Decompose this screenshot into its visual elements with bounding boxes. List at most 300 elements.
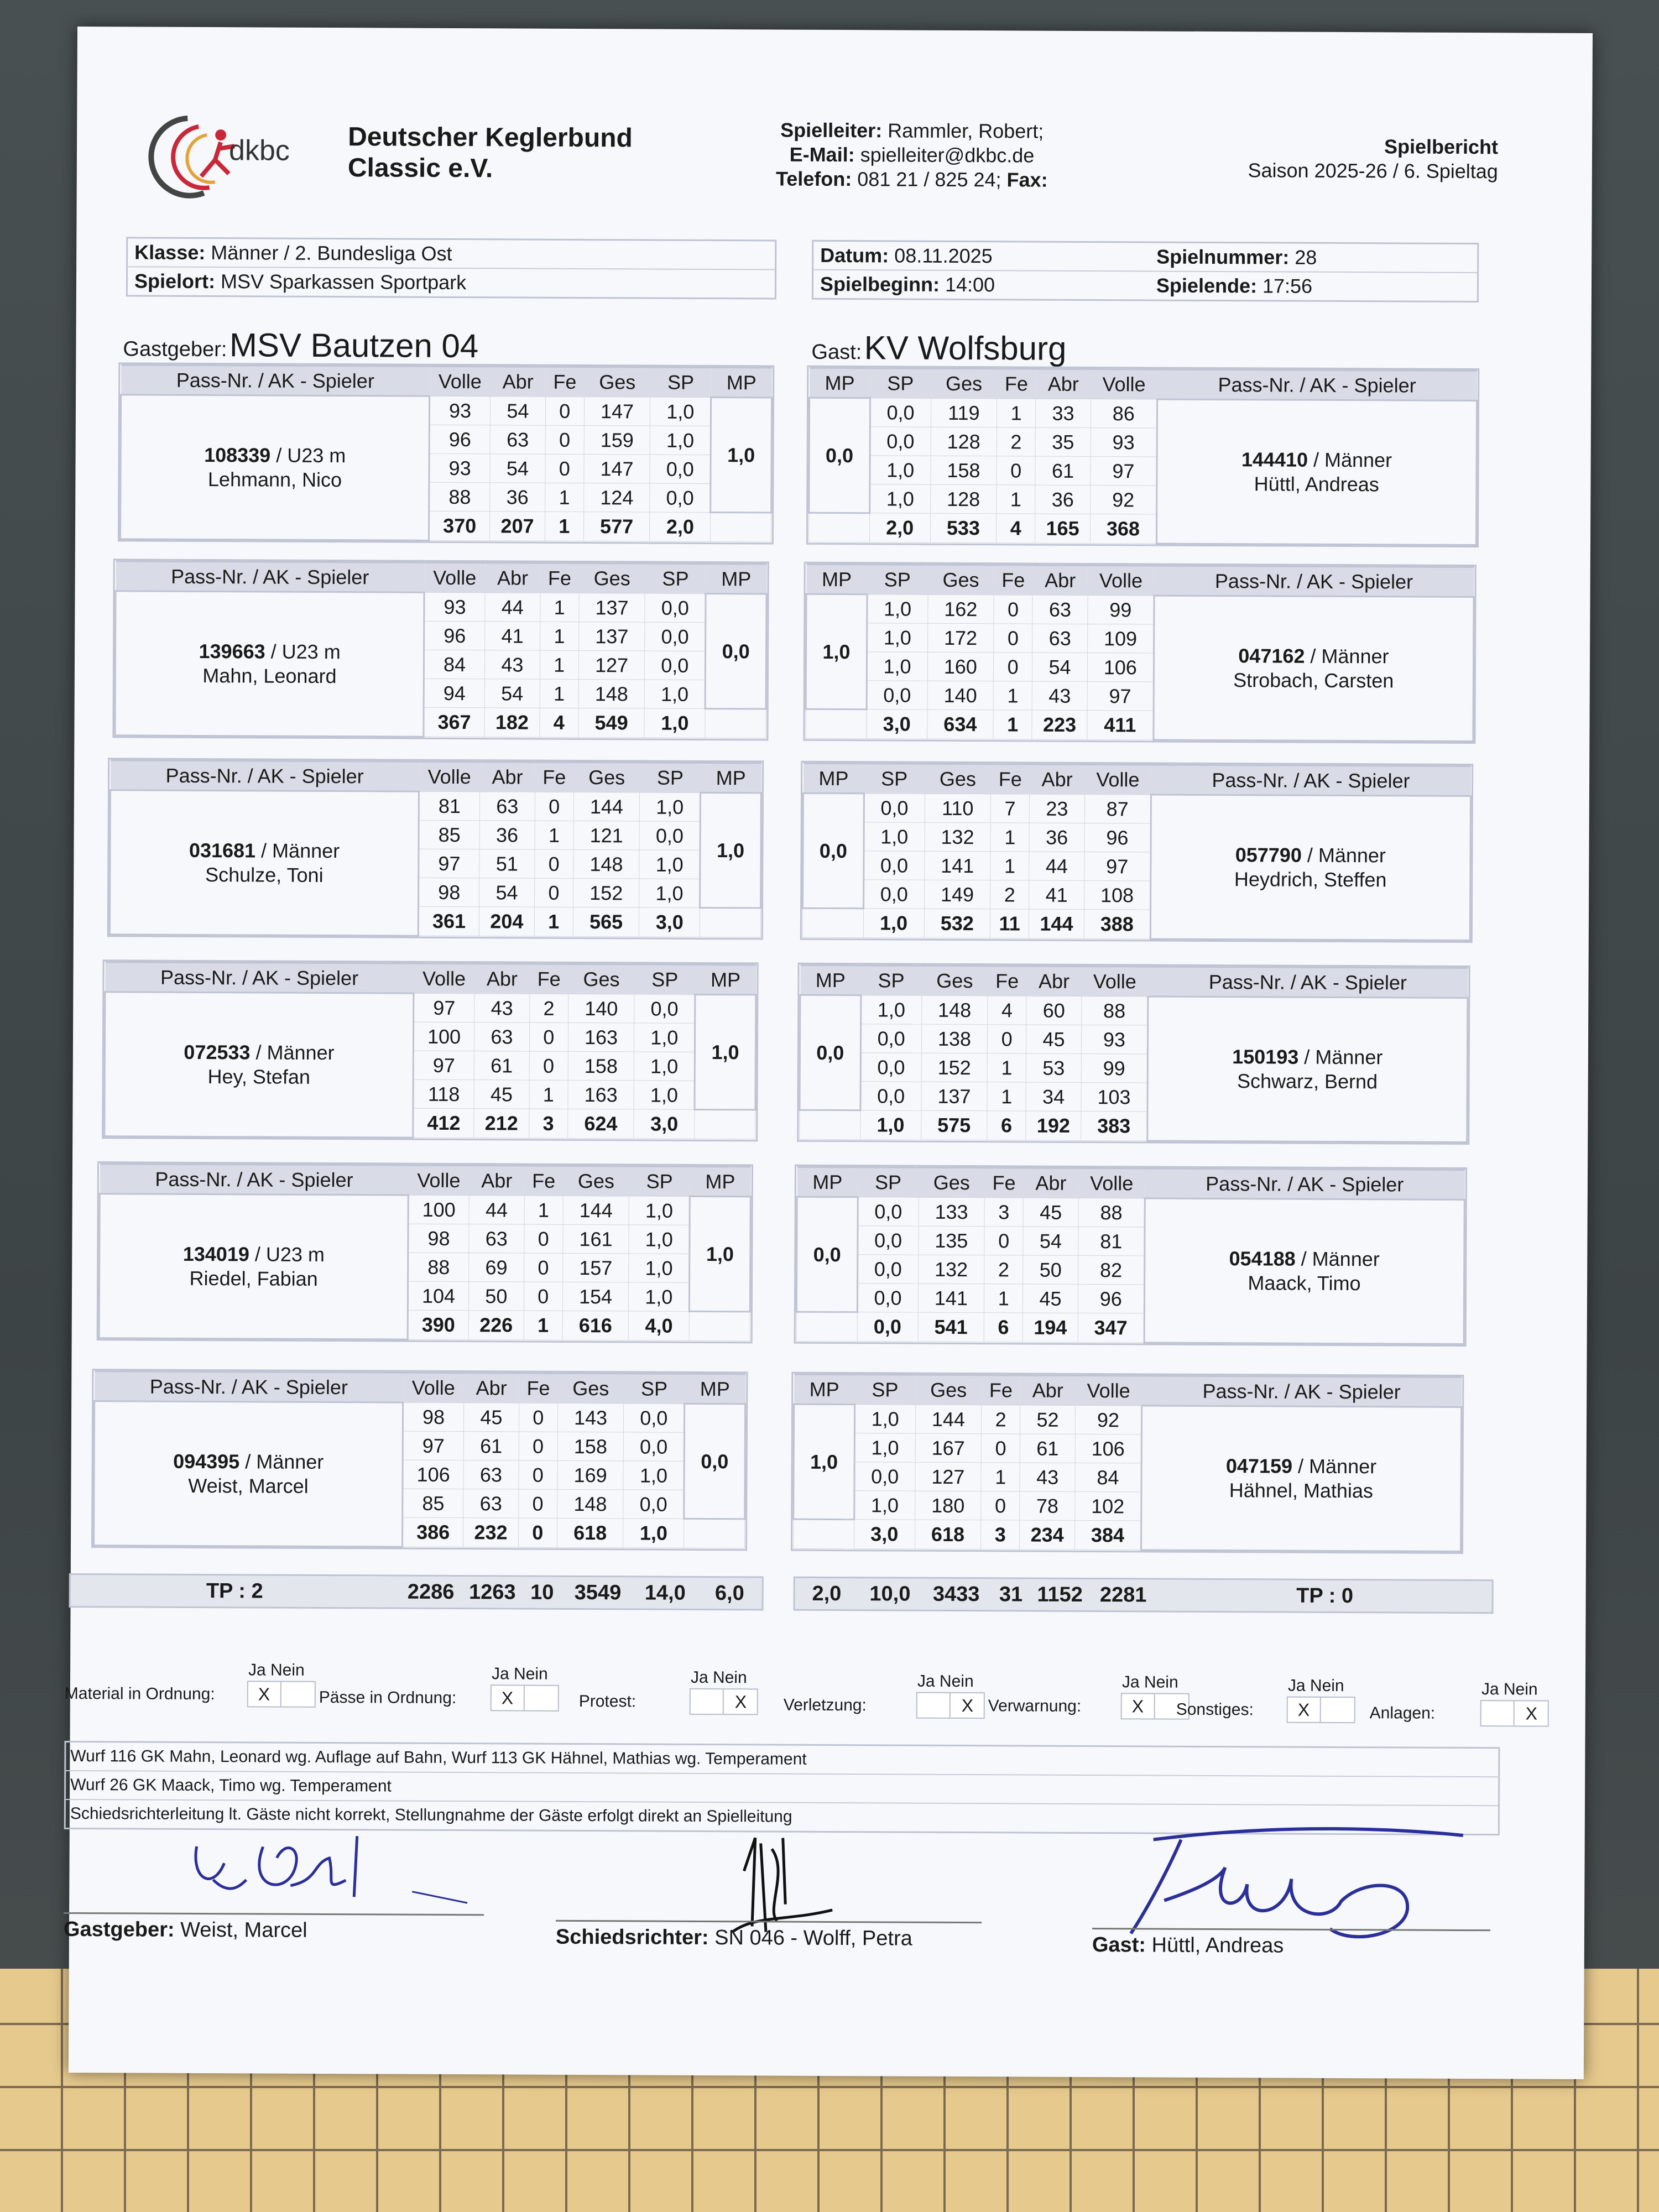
score-cell: 0,0: [854, 1462, 915, 1491]
column-header: Ges: [919, 1167, 985, 1198]
score-cell: 128: [930, 484, 997, 514]
score-cell: 4: [988, 996, 1026, 1025]
column-header: MP: [800, 965, 861, 995]
check-mark: X: [1297, 1699, 1310, 1720]
score-cell: 532: [924, 909, 990, 938]
table-header-row: [810, 368, 1477, 400]
nummer-value: 28: [1295, 246, 1317, 269]
player-name: Hüttl, Andreas: [1254, 472, 1379, 496]
score-cell: 1: [984, 1284, 1023, 1313]
score-cell: 61: [1020, 1434, 1075, 1463]
age-class: / U23 m: [249, 1243, 325, 1266]
pass-number: 108339: [204, 444, 271, 467]
score-cell: 1,0: [623, 1461, 684, 1490]
score-cell: 61: [1035, 456, 1091, 485]
score-cell: 118: [413, 1079, 474, 1108]
column-header: Abr: [491, 367, 546, 397]
table-header-row: [95, 1371, 745, 1404]
table-row: [105, 992, 756, 1024]
pass-number: 144410: [1241, 448, 1308, 471]
column-header: Abr: [1030, 764, 1085, 794]
score-cell: 159: [584, 426, 650, 455]
score-cell: 0,0: [858, 1226, 919, 1255]
player-pass: [95, 1449, 402, 1474]
check-box[interactable]: [247, 1681, 316, 1708]
age-class: / Männer: [1292, 1454, 1377, 1478]
summary-home: [71, 1575, 762, 1609]
score-cell: 1,0: [639, 879, 700, 907]
score-cell: 1: [981, 1463, 1020, 1491]
match-point-cell: 1,0: [700, 792, 761, 907]
score-cell: 1,0: [854, 1405, 915, 1433]
score-cell: 97: [1084, 852, 1151, 881]
score-cell: 63: [474, 1022, 529, 1051]
match-point-cell: 0,0: [796, 1197, 858, 1312]
guest-label: Gast:: [811, 340, 862, 364]
column-header: Fe: [519, 1373, 557, 1403]
score-cell: 81: [419, 791, 479, 820]
score-cell: 1: [997, 399, 1036, 427]
score-cell: 0,0: [645, 593, 706, 622]
score-cell: 0,0: [864, 794, 925, 822]
score-cell: 43: [1020, 1463, 1075, 1491]
score-cell: 147: [584, 455, 650, 484]
player-pass: [1157, 447, 1475, 473]
phone-label: Telefon:: [775, 167, 852, 191]
score-cell: 2: [990, 880, 1029, 909]
score-cell: 137: [579, 593, 645, 622]
score-cell: 1,0: [629, 1225, 690, 1254]
referee-signature-label: [556, 1926, 912, 1951]
age-class: / Männer: [1298, 1045, 1383, 1069]
column-header: Ges: [579, 563, 645, 593]
home-team-heading: [123, 325, 478, 365]
player-name: Hey, Stefan: [207, 1065, 311, 1088]
check-box-divider: [524, 1686, 525, 1710]
player-name: Schulze, Toni: [205, 863, 324, 886]
column-header: Abr: [485, 563, 540, 593]
score-cell: 1,0: [634, 1052, 695, 1081]
player-cell: [99, 1194, 408, 1339]
email-label: E-Mail:: [789, 143, 855, 166]
column-header: Fe: [524, 1166, 563, 1196]
score-cell: 50: [468, 1282, 524, 1311]
score-cell: 63: [1032, 595, 1088, 624]
score-cell: 1,0: [860, 995, 921, 1024]
score-cell: 138: [921, 1024, 988, 1053]
score-cell: 148: [573, 849, 640, 879]
check-box[interactable]: [1480, 1700, 1549, 1727]
player-pass: [1149, 1044, 1467, 1070]
match-point-cell: 0,0: [684, 1404, 745, 1519]
column-header: Abr: [1023, 1168, 1078, 1198]
column-header: Pass-Nr. / AK - Spieler: [1145, 1168, 1464, 1200]
check-mark: X: [961, 1695, 974, 1716]
score-cell: 1,0: [860, 1110, 921, 1140]
score-cell: 34: [1026, 1082, 1081, 1111]
summary-cell: 1152: [1037, 1583, 1083, 1606]
score-cell: 370: [429, 511, 490, 540]
score-cell: 158: [568, 1051, 634, 1081]
home-signature: [180, 1813, 468, 1936]
score-cell: 45: [1023, 1284, 1078, 1313]
score-cell: 1,0: [629, 1196, 690, 1225]
column-header: Fe: [985, 1168, 1024, 1198]
info-box-right: [812, 240, 1479, 302]
score-cell: 96: [1084, 823, 1151, 852]
score-cell: 44: [485, 593, 540, 622]
email-value: spielleiter@dkbc.de: [860, 143, 1035, 167]
score-cell: 234: [1020, 1520, 1075, 1550]
ref-sig-name: SN 046 - Wolff, Petra: [714, 1926, 912, 1950]
score-cell: 1,0: [870, 456, 931, 484]
score-cell: 0,0: [634, 994, 695, 1023]
score-cell: 144: [563, 1196, 629, 1225]
ja-nein-header: Ja Nein: [917, 1672, 974, 1691]
pass-number: 031681: [189, 838, 256, 862]
score-cell: 0: [529, 1022, 568, 1051]
score-cell: 96: [424, 621, 485, 650]
table-header-row: [800, 965, 1468, 998]
score-cell: 1: [540, 622, 578, 650]
score-cell: 2,0: [650, 512, 711, 541]
score-cell: 3,0: [639, 907, 700, 937]
score-cell: 0: [994, 624, 1032, 653]
score-cell: 384: [1074, 1520, 1141, 1550]
score-cell: 98: [403, 1402, 464, 1431]
score-cell: 0: [519, 1489, 557, 1518]
spielort-label: Spielort:: [134, 269, 216, 293]
guest-team-points: TP : 0: [1296, 1584, 1354, 1608]
column-header: MP: [803, 763, 864, 793]
score-cell: 0: [535, 849, 573, 878]
score-cell: 54: [1032, 653, 1087, 681]
check-box-divider: [1154, 1694, 1155, 1719]
check-mark: X: [1525, 1703, 1538, 1724]
score-cell: 1: [545, 512, 583, 541]
column-header: Volle: [1088, 565, 1154, 596]
score-cell: 0: [997, 456, 1035, 485]
column-header: Ges: [921, 966, 988, 996]
guest-team-name: KV Wolfsburg: [864, 329, 1067, 367]
player-pass: [1145, 1246, 1463, 1272]
score-cell: 54: [484, 679, 540, 708]
score-cell: 0: [524, 1224, 563, 1253]
score-cell: 45: [463, 1403, 519, 1432]
score-cell: 132: [925, 822, 991, 852]
column-header: Fe: [540, 563, 579, 593]
score-cell: 97: [414, 993, 474, 1022]
summary-cell: 1263: [468, 1580, 516, 1604]
score-cell: 2: [984, 1255, 1023, 1284]
column-header: Volle: [430, 366, 491, 396]
check-box-divider: [1320, 1698, 1321, 1722]
score-cell: 43: [1032, 681, 1087, 710]
player-cell: [1147, 997, 1468, 1142]
ja-nein-header: Ja Nein: [491, 1665, 548, 1683]
score-cell: 88: [408, 1253, 469, 1281]
player-name: Lehmann, Nico: [207, 468, 342, 492]
pass-number: 139663: [199, 639, 265, 663]
score-cell: 634: [927, 709, 993, 739]
player-cell: [1156, 399, 1477, 545]
player-name: Riedel, Fabian: [189, 1266, 318, 1290]
score-cell: 124: [583, 483, 650, 513]
column-header: MP: [701, 763, 761, 792]
guest-signature-label: [1092, 1933, 1284, 1958]
score-cell: 0: [519, 1403, 557, 1432]
score-cell: 1,0: [634, 1023, 695, 1052]
score-cell: 0: [994, 595, 1032, 624]
score-cell: 50: [1023, 1255, 1078, 1284]
score-cell: 0,0: [645, 622, 706, 651]
player-pass: [106, 1040, 413, 1065]
score-cell: 140: [568, 994, 634, 1023]
column-header: Volle: [408, 1165, 469, 1195]
score-cell: 0: [518, 1518, 557, 1547]
info-box-left: [126, 237, 776, 299]
check-box[interactable]: [1287, 1697, 1355, 1724]
match-point-cell: 1,0: [695, 994, 756, 1109]
score-cell: 3: [984, 1198, 1023, 1227]
score-cell: 96: [1078, 1284, 1144, 1313]
match-point-cell: 0,0: [803, 793, 864, 908]
score-cell: 98: [419, 878, 479, 906]
check-label: Verletzung:: [783, 1695, 867, 1715]
score-cell: 82: [1078, 1255, 1145, 1285]
table-header-row: [806, 564, 1474, 597]
score-cell: 180: [915, 1491, 981, 1520]
table-row: [116, 591, 766, 623]
score-cell: 85: [403, 1489, 463, 1517]
score-cell: 1,0: [629, 1254, 690, 1282]
score-cell: 386: [403, 1517, 463, 1547]
pass-number: 072533: [184, 1040, 251, 1064]
score-cell: 162: [927, 594, 994, 624]
score-cell: 565: [573, 907, 639, 937]
empty-cell: [800, 1110, 860, 1139]
score-cell: 1: [529, 1080, 568, 1109]
remark-line: Schiedsrichterleitung lt. Gäste nicht korrekt, Stellungnahme der Gäste erfolgt direkt an Spielleitung: [66, 1799, 1498, 1834]
beginn-value: 14:00: [945, 273, 995, 296]
summary-cell: 6,0: [714, 1581, 744, 1605]
score-cell: 1: [993, 710, 1032, 739]
score-cell: 1: [545, 483, 584, 512]
guest-player-table: [796, 1166, 1465, 1345]
remark-line: Wurf 26 GK Maack, Timo wg. Temperament: [66, 1770, 1498, 1805]
table-row: [100, 1194, 750, 1225]
ja-nein-header: Ja Nein: [248, 1661, 305, 1679]
player-cell: [94, 1401, 403, 1547]
column-header: Volle: [414, 963, 474, 993]
player-cell: [115, 591, 424, 737]
ja-nein-header: Ja Nein: [1481, 1680, 1538, 1699]
score-cell: 0,0: [624, 1404, 685, 1432]
column-header: Pass-Nr. / AK - Spieler: [105, 962, 414, 993]
score-cell: 1,0: [650, 397, 711, 426]
score-cell: 0,0: [650, 483, 711, 512]
player-name: Heydrich, Steffen: [1234, 868, 1387, 891]
score-cell: 383: [1081, 1111, 1147, 1141]
column-header: SP: [640, 763, 701, 792]
guest-sig-name: Hüttl, Andreas: [1151, 1933, 1284, 1958]
table-row: [797, 1197, 1464, 1228]
column-header: MP: [685, 1374, 745, 1404]
score-cell: 0,0: [623, 1490, 684, 1519]
leiter-label: Spielleiter:: [780, 118, 883, 142]
column-header: SP: [650, 367, 711, 397]
column-header: Pass-Nr. / AK - Spieler: [1148, 967, 1468, 998]
score-cell: 1,0: [650, 426, 711, 455]
match-point-cell: 1,0: [806, 594, 867, 709]
table-header-row: [803, 763, 1470, 796]
score-cell: 92: [1091, 486, 1157, 515]
column-header: SP: [624, 1374, 685, 1404]
score-cell: 108: [1084, 880, 1151, 910]
score-cell: 163: [568, 1080, 634, 1109]
score-cell: 0,0: [857, 1312, 918, 1342]
score-cell: 0: [545, 454, 584, 483]
score-cell: 36: [490, 483, 545, 512]
score-cell: 44: [469, 1196, 524, 1224]
table-header-row: [100, 1164, 750, 1197]
score-cell: 163: [568, 1022, 634, 1052]
summary-cell: 14,0: [644, 1581, 686, 1605]
score-cell: 182: [484, 708, 540, 737]
score-cell: 1: [997, 485, 1035, 514]
summary-cell: 2286: [407, 1580, 455, 1604]
score-cell: 0,0: [858, 1197, 919, 1226]
score-cell: 99: [1081, 1053, 1147, 1083]
score-cell: 78: [1020, 1491, 1075, 1520]
score-cell: 61: [474, 1051, 529, 1080]
age-class: / Männer: [239, 1450, 324, 1473]
age-class: / Männer: [1307, 448, 1392, 472]
score-cell: 1,0: [629, 1282, 690, 1311]
score-cell: 0: [545, 397, 584, 425]
score-cell: 2: [529, 994, 568, 1022]
summary-cell: 2,0: [812, 1582, 842, 1605]
score-cell: 6: [984, 1313, 1022, 1342]
score-cell: 618: [557, 1518, 623, 1548]
column-header: Ges: [928, 565, 994, 595]
summary-cell: 3433: [932, 1582, 980, 1606]
column-header: Pass-Nr. / AK - Spieler: [1151, 765, 1470, 796]
score-cell: 100: [408, 1195, 469, 1224]
pass-number: 094395: [173, 1449, 240, 1473]
score-cell: 0: [529, 1051, 568, 1080]
guest-player-table: [802, 763, 1472, 941]
column-header: SP: [870, 368, 931, 398]
column-header: Volle: [419, 761, 480, 791]
summary-cell: 10: [530, 1580, 554, 1604]
age-class: / Männer: [1301, 843, 1386, 867]
score-cell: 232: [463, 1518, 518, 1547]
score-cell: 388: [1084, 909, 1150, 939]
score-cell: 1,0: [867, 652, 927, 681]
score-cell: 11: [990, 909, 1029, 938]
table-row: [110, 790, 761, 822]
score-cell: 103: [1081, 1082, 1147, 1112]
player-pass: [1142, 1453, 1460, 1479]
age-class: / Männer: [255, 839, 340, 863]
score-cell: 147: [584, 397, 650, 426]
age-class: / U23 m: [270, 444, 346, 467]
column-header: Volle: [424, 562, 485, 592]
summary-cell: 31: [999, 1582, 1023, 1606]
check-mark: X: [501, 1688, 514, 1708]
score-cell: 33: [1036, 399, 1091, 427]
score-cell: 41: [1029, 880, 1084, 909]
player-cell: [1150, 795, 1470, 941]
player-cell: [105, 992, 414, 1138]
check-box[interactable]: [690, 1688, 758, 1715]
table-row: [800, 995, 1468, 1026]
column-header: Volle: [1091, 369, 1157, 400]
score-cell: 106: [1075, 1434, 1141, 1463]
score-cell: 0: [524, 1282, 562, 1311]
score-cell: 1: [990, 823, 1029, 852]
score-cell: 0,0: [650, 455, 711, 483]
home-player-table: [109, 759, 762, 938]
column-header: Volle: [1078, 1168, 1145, 1198]
player-name: Schwarz, Bernd: [1237, 1070, 1378, 1093]
column-header: Fe: [991, 764, 1030, 794]
column-header: Volle: [1076, 1375, 1142, 1406]
score-cell: 127: [578, 650, 645, 680]
score-cell: 137: [578, 622, 645, 651]
datum-value: 08.11.2025: [894, 244, 993, 268]
player-pass: [1155, 644, 1473, 670]
summary-cell: 3549: [574, 1580, 622, 1604]
table-row: [806, 594, 1474, 625]
score-cell: 144: [915, 1405, 982, 1434]
score-cell: 169: [557, 1460, 624, 1490]
score-cell: 0: [984, 1227, 1023, 1255]
table-header-row: [121, 365, 772, 398]
score-cell: 0: [994, 653, 1032, 681]
empty-cell: [689, 1311, 750, 1340]
score-cell: 132: [918, 1255, 984, 1284]
column-header: Pass-Nr. / AK - Spieler: [1157, 369, 1477, 401]
score-cell: 3,0: [854, 1520, 915, 1549]
score-cell: 1: [987, 1053, 1026, 1082]
score-cell: 1: [534, 907, 573, 936]
score-cell: 85: [419, 820, 479, 849]
score-cell: 81: [1078, 1227, 1145, 1256]
empty-cell: [711, 513, 771, 542]
beginn-label: Spielbeginn:: [820, 272, 940, 296]
fax-label: Fax:: [1006, 168, 1048, 191]
report-title: Spielbericht: [1384, 135, 1499, 159]
score-sheet: [63, 27, 1593, 2079]
check-box[interactable]: [491, 1684, 559, 1712]
score-cell: 1,0: [640, 792, 701, 821]
player-pass: [116, 639, 423, 664]
score-cell: 93: [429, 453, 490, 482]
player-cell: [1154, 596, 1474, 742]
score-cell: 121: [573, 821, 640, 850]
age-class: / U23 m: [265, 640, 341, 664]
check-box[interactable]: [916, 1692, 985, 1719]
column-header: Volle: [1082, 966, 1148, 997]
column-header: MP: [794, 1374, 855, 1404]
column-header: SP: [861, 966, 922, 995]
pass-number: 134019: [182, 1242, 250, 1266]
summary-guest: [795, 1578, 1492, 1612]
score-cell: 1,0: [864, 822, 925, 851]
report-title-block: [1211, 134, 1498, 184]
